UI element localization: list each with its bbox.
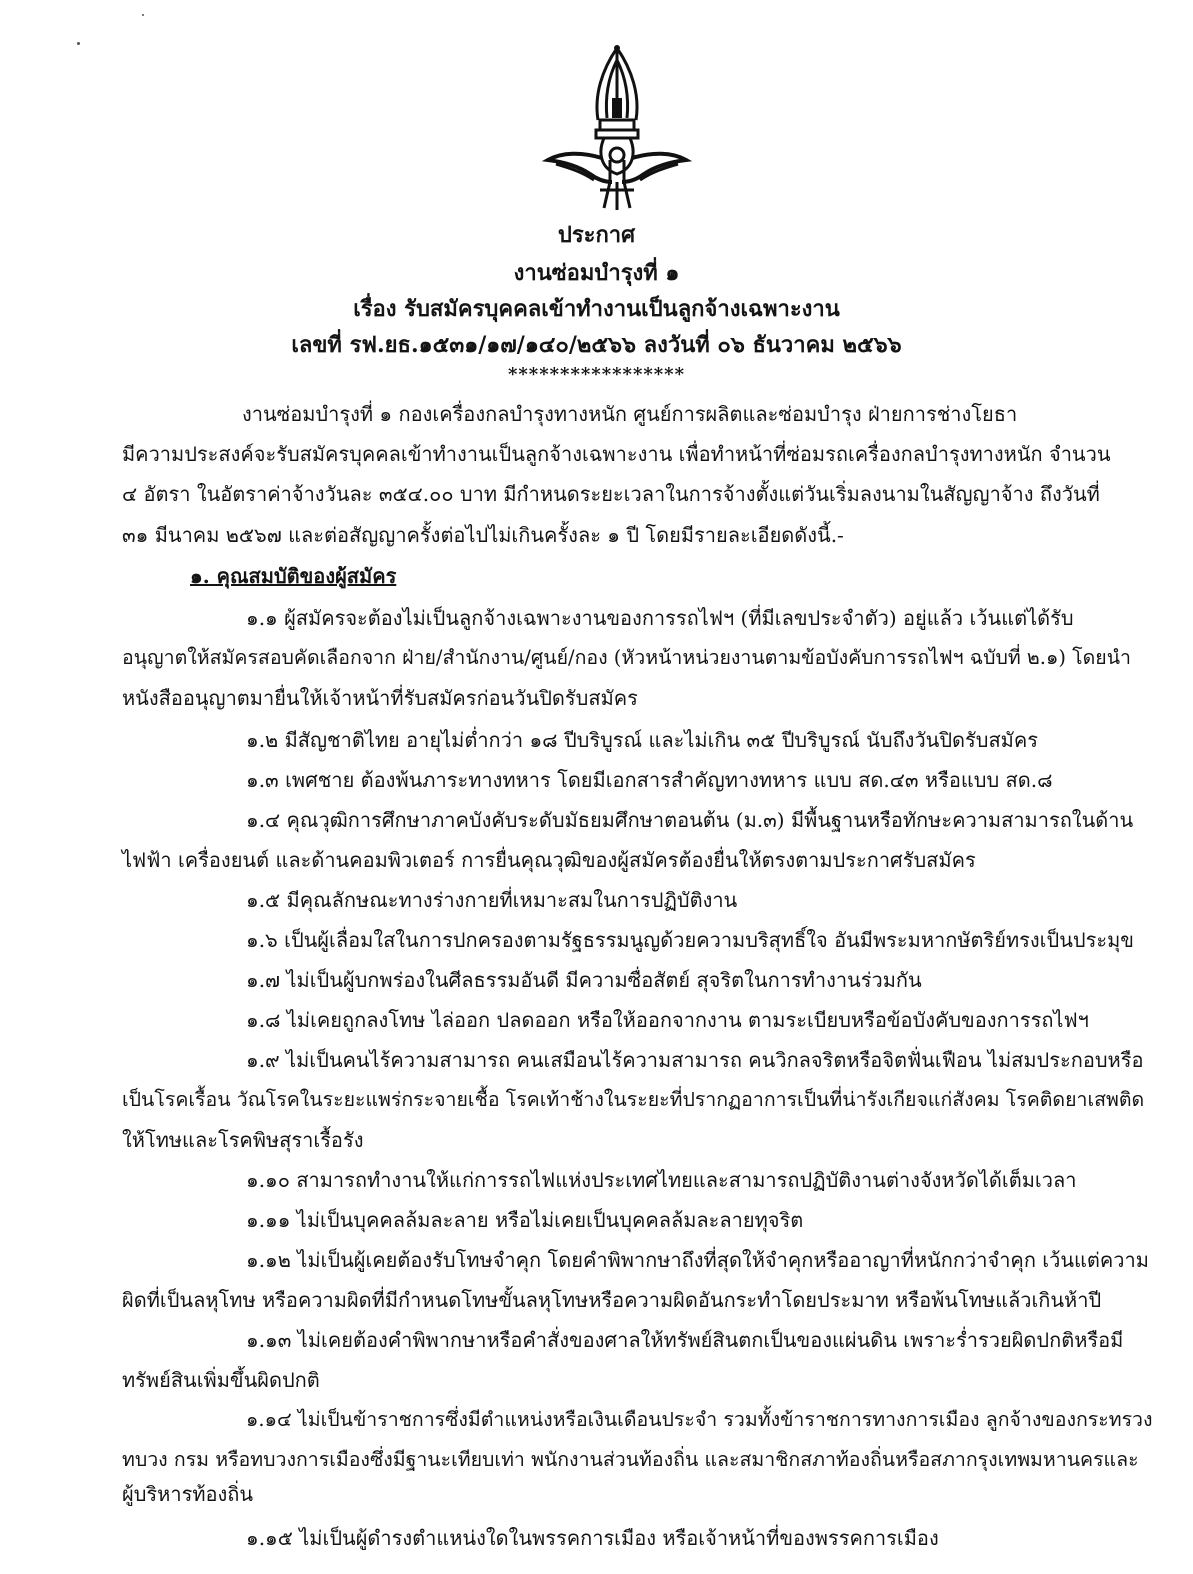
item-line: ๑.๑๒ ไม่เป็นผู้เคยต้องรับโทษจำคุก โดยคำพิพากษาถึงที่สุดให้จำคุกหรืออาญาที่หนักกว่าจำคุก เว้นแต่ความ: [246, 1248, 1149, 1272]
announcement-title: ประกาศ: [557, 222, 636, 248]
intro-line: ๓๑ มีนาคม ๒๕๖๗ และต่อสัญญาครั้งต่อไปไม่เกินครั้งละ ๑ ปี โดยมีรายละเอียดดังนี้.-: [122, 523, 844, 547]
item-line: ๑.๘ ไม่เคยถูกลงโทษ ไล่ออก ปลดออก หรือให้ออกจากงาน ตามระเบียบหรือข้อบังคับของการรถไฟฯ: [246, 1008, 1089, 1032]
item-line: ๑.๑ ผู้สมัครจะต้องไม่เป็นลูกจ้างเฉพาะงานของการรถไฟฯ (ที่มีเลขประจำตัว) อยู่แล้ว เว้นแต่ได้รับ: [246, 606, 1074, 630]
scan-speck: [77, 42, 80, 45]
state-railway-winged-emblem-icon: [542, 40, 692, 215]
item-line: ๑.๑๕ ไม่เป็นผู้ดำรงตำแหน่งใดในพรรคการเมือง หรือเจ้าหน้าที่ของพรรคการเมือง: [246, 1526, 939, 1550]
intro-line: งานซ่อมบำรุงที่ ๑ กองเครื่องกลบำรุงทางหนัก ศูนย์การผลิตและซ่อมบำรุง ฝ่ายการช่างโยธา: [242, 402, 1018, 426]
item-line: ไฟฟ้า เครื่องยนต์ และด้านคอมพิวเตอร์ การยื่นคุณวุฒิของผู้สมัครต้องยื่นให้ตรงตามประกาศรับสมัคร: [122, 848, 976, 872]
item-line: ๑.๑๑ ไม่เป็นบุคคลล้มละลาย หรือไม่เคยเป็นบุคคลล้มละลายทุจริต: [246, 1208, 804, 1232]
intro-line: มีความประสงค์จะรับสมัครบุคคลเข้าทำงานเป็นลูกจ้างเฉพาะงาน เพื่อทำหน้าที่ซ่อมรถเครื่องกลบำรุงทางหนัก จำนวน: [122, 442, 1111, 466]
item-line: ๑.๑๔ ไม่เป็นข้าราชการซึ่งมีตำแหน่งหรือเงินเดือนประจำ รวมทั้งข้าราชการทางการเมือง ลูกจ้างของกระทรวง: [246, 1408, 1153, 1431]
item-line: ๑.๖ เป็นผู้เลื่อมใสในการปกครองตามรัฐธรรมนูญด้วยความบริสุทธิ์ใจ อันมีพระมหากษัตริย์ทรงเป็นประมุข: [246, 928, 1134, 952]
item-line: ผิดที่เป็นลหุโทษ หรือความผิดที่มีกำหนดโทษขั้นลหุโทษหรือความผิดอันกระทำโดยประมาท หรือพ้นโทษแล้วเกินห้าปี: [122, 1288, 1102, 1312]
scan-speck: [142, 14, 144, 16]
item-line: อนุญาตให้สมัครสอบคัดเลือกจาก ฝ่าย/สำนักงาน/ศูนย์/กอง (หัวหน้าหน่วยงานตามข้อบังคับการรถไฟฯ ฉบับที่ ๒.๑) โดยนำ: [122, 646, 1131, 669]
item-line: ๑.๓ เพศชาย ต้องพ้นภาระทางทหาร โดยมีเอกสารสำคัญทางทหาร แบบ สด.๔๓ หรือแบบ สด.๘: [246, 768, 1053, 792]
announcement-subject: เรื่อง รับสมัครบุคคลเข้าทำงานเป็นลูกจ้างเฉพาะงาน: [353, 296, 840, 322]
item-line: ๑.๔ คุณวุฒิการศึกษาภาคบังคับระดับมัธยมศึกษาตอนต้น (ม.๓) มีพื้นฐานหรือทักษะความสามารถในด้าน: [246, 808, 1134, 832]
intro-line: ๔ อัตรา ในอัตราค่าจ้างวันละ ๓๕๔.๐๐ บาท มีกำหนดระยะเวลาในการจ้างตั้งแต่วันเริ่มลงนามในสัญญาจ้าง ถึงวันที่: [122, 482, 1100, 506]
item-line: ๑.๒ มีสัญชาติไทย อายุไม่ต่ำกว่า ๑๘ ปีบริบูรณ์ และไม่เกิน ๓๕ ปีบริบูรณ์ นับถึงวันปิดรับสมัคร: [246, 728, 1038, 752]
item-line: ๑.๙ ไม่เป็นคนไร้ความสามารถ คนเสมือนไร้ความสามารถ คนวิกลจริตหรือจิตฟั่นเฟือน ไม่สมประกอบหรือ: [246, 1048, 1144, 1072]
announcement-reference: เลขที่ รฟ.ยธ.๑๕๓๑/๑๗/๑๔๐/๒๕๖๖ ลงวันที่ ๐๖ ธันวาคม ๒๕๖๖: [291, 332, 902, 358]
item-line: ทบวง กรม หรือทบวงการเมืองซึ่งมีฐานะเทียบเท่า พนักงานส่วนท้องถิ่น และสมาชิกสภาท้องถิ่นหรือสภากรุงเทพมหานครและ: [122, 1448, 1139, 1471]
item-line: ๑.๑๐ สามารถทำงานให้แก่การรถไฟแห่งประเทศไทยและสามารถปฏิบัติงานต่างจังหวัดได้เต็มเวลา: [246, 1168, 1077, 1192]
item-line: ให้โทษและโรคพิษสุราเรื้อรัง: [122, 1128, 364, 1152]
item-line: เป็นโรคเรื้อน วัณโรคในระยะแพร่กระจายเชื้อ โรคเท้าช้างในระยะที่ปรากฏอาการเป็นที่น่ารังเกียจแก่สังคม โรคติดยาเสพติด: [122, 1088, 1145, 1111]
item-line: ๑.๗ ไม่เป็นผู้บกพร่องในศีลธรรมอันดี มีความซื่อสัตย์ สุจริตในการทำงานร่วมกัน: [246, 968, 922, 992]
item-line: ผู้บริหารท้องถิ่น: [122, 1482, 254, 1506]
item-line: ทรัพย์สินเพิ่มขึ้นผิดปกติ: [122, 1368, 320, 1392]
item-line: หนังสืออนุญาตมายื่นให้เจ้าหน้าที่รับสมัครก่อนวันปิดรับสมัคร: [122, 686, 638, 710]
section-heading: ๑. คุณสมบัติของผู้สมัคร: [190, 564, 397, 588]
item-line: ๑.๑๓ ไม่เคยต้องคำพิพากษาหรือคำสั่งของศาลให้ทรัพย์สินตกเป็นของแผ่นดิน เพราะร่ำรวยผิดปกติหรือมี: [246, 1328, 1124, 1352]
item-line: ๑.๕ มีคุณลักษณะทางร่างกายที่เหมาะสมในการปฏิบัติงาน: [246, 888, 738, 912]
unit-name: งานซ่อมบำรุงที่ ๑: [513, 260, 680, 286]
separator: *****************: [507, 364, 686, 385]
